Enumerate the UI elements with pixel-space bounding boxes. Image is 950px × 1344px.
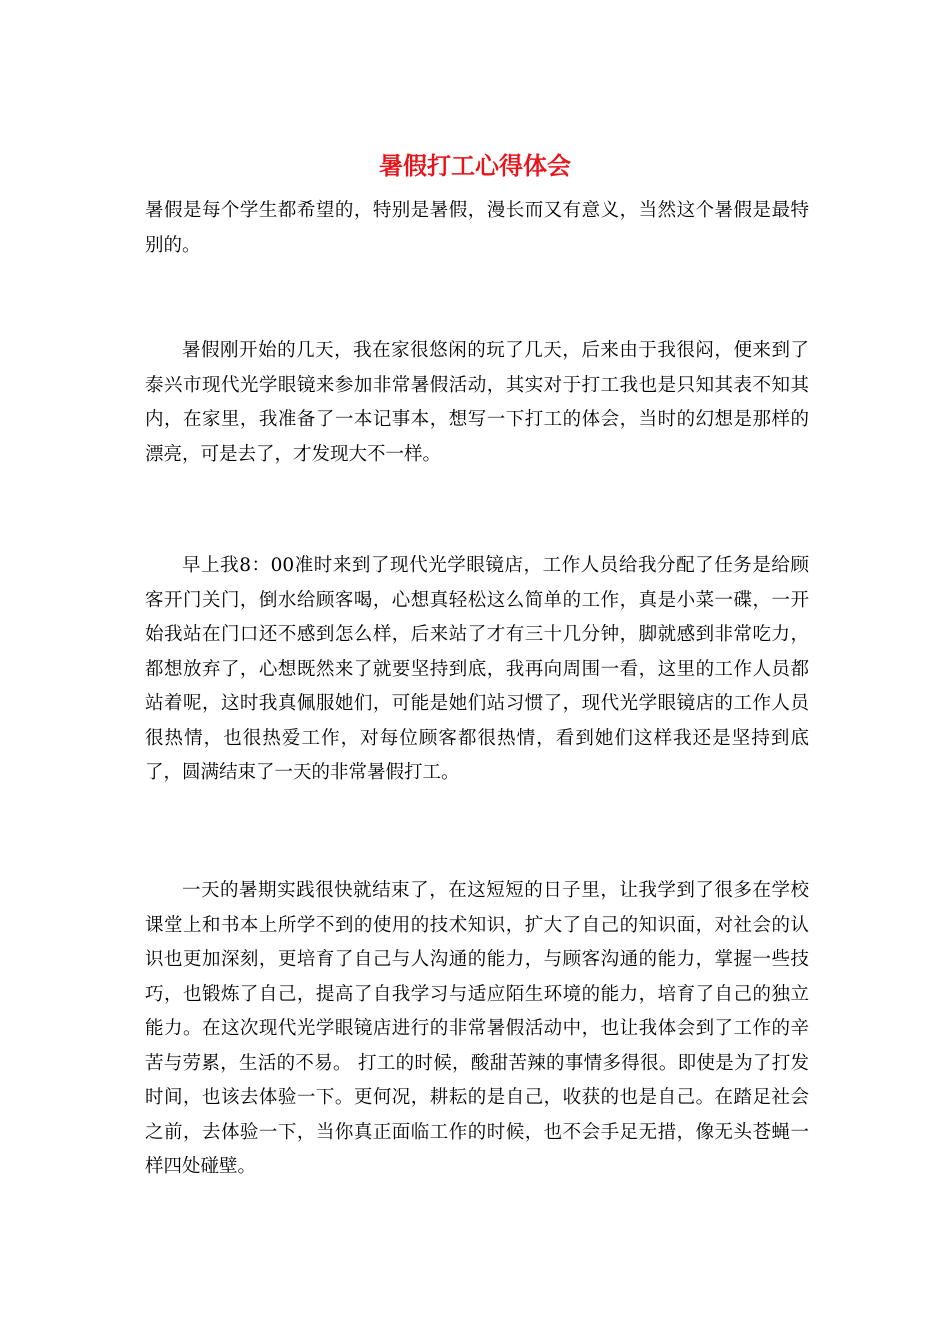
paragraph-intro: 暑假是每个学生都希望的，特别是暑假，漫长而又有意义，当然这个暑假是最特别的。 <box>145 200 809 256</box>
paragraph-work-day: 早上我8：00准时来到了现代光学眼镜店，工作人员给我分配了任务是给顾客开门关门，倒水给顾客喝，心想真轻松这么简单的工作，真是小菜一碟，一开始我站在门口还不感到怎么样，后来站了才有三十几分钟，脚就感到非常吃力，都想放弃了，心想既然来了就要坚持到底，我再向周围一看，这里的工作人员都站着呢，这时我真佩服她们，可能是她们站习惯了，现代光学眼镜店的工作人员很热情，也很热爱工作，对每位顾客都很热情，看到她们这样我还是坚持到底了，圆满结束了一天的非常暑假打工。 <box>145 555 809 783</box>
paragraph-beginning: 暑假刚开始的几天，我在家很悠闲的玩了几天，后来由于我很闷，便来到了泰兴市现代光学眼镜来参加非常暑假活动，其实对于打工我也是只知其表不知其内，在家里，我准备了一本记事本，想写一下打工的体会，当时的幻想是那样的漂亮，可是去了，才发现大不一样。 <box>145 340 809 465</box>
paragraph-reflection: 一天的暑期实践很快就结束了，在这短短的日子里，让我学到了很多在学校课堂上和书本上所学不到的使用的技术知识，扩大了自己的知识面，对社会的认识也更加深刻，更培育了自己与人沟通的能力，与顾客沟通的能力，掌握一些技巧，也锻炼了自己，提高了自我学习与适应陌生环境的能力，培育了自己的独立能力。在这次现代光学眼镜店进行的非常暑假活动中，也让我体会到了工作的辛苦与劳累，生活的不易。 打工的时候，酸甜苦辣的事情多得很。即使是为了打发时间，也该去体验一下。更何况，耕耘的是自己，收获的也是自己。在踏足社会之前，去体验一下，当你真正面临工作的时候，也不会手足无措，像无头苍蝇一样四处碰壁。 <box>145 880 809 1177</box>
document-title: 暑假打工心得体会 <box>379 151 571 180</box>
